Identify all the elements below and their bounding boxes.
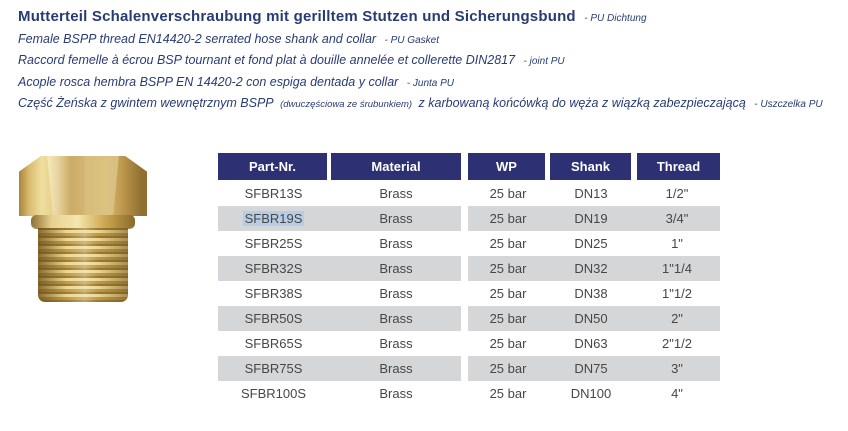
title-text-es: Acople rosca hembra BSPP EN 14420-2 con espiga dentada y collar [18, 74, 399, 89]
table-row [218, 206, 720, 231]
row-block-right [468, 381, 720, 406]
table-cell: DN25 [574, 236, 608, 251]
part-number-cell[interactable] [218, 206, 329, 231]
row-block-right [468, 331, 720, 356]
row-block-left [218, 381, 461, 406]
column-header-part-nr: Part-Nr. [218, 153, 327, 180]
row-block-left [218, 206, 461, 231]
table-cell: Brass [379, 186, 413, 201]
table-body [218, 181, 720, 406]
table-cell: 25 bar [489, 311, 527, 326]
table-cell: Brass [379, 311, 413, 326]
table-cell: 25 bar [489, 286, 527, 301]
product-title-es [18, 72, 838, 94]
table-cell: 2" [671, 311, 683, 326]
title-suffix-fr: - joint PU [523, 56, 565, 67]
row-block-left [218, 256, 461, 281]
table-cell: Brass [379, 286, 413, 301]
table-row [218, 356, 720, 381]
column-header-shank: Shank [550, 153, 631, 180]
column-header-thread: Thread [637, 153, 720, 180]
table-cell: DN38 [574, 286, 608, 301]
product-title-de [18, 7, 838, 29]
table-cell: 3" [671, 361, 683, 376]
title-suffix-es: - Junta PU [406, 77, 455, 89]
table-cell: Brass [379, 236, 413, 251]
row-block-left [218, 281, 461, 306]
row-block-left [218, 356, 461, 381]
row-block-right [468, 206, 720, 231]
product-title-fr [18, 50, 838, 72]
table-cell: Brass [379, 386, 413, 401]
hex-nut-facet [47, 156, 119, 216]
row-block-left [218, 231, 461, 256]
brass-collar [31, 215, 135, 228]
table-row [218, 256, 720, 281]
title-text-en: Female BSPP thread EN14420-2 serrated hose shank and collar [18, 31, 377, 46]
product-description-block [18, 7, 838, 115]
table-cell: DN100 [570, 386, 612, 401]
serrated-hose-shank [38, 228, 128, 302]
table-cell: DN32 [574, 261, 608, 276]
table-cell: 1"1/2 [662, 286, 692, 301]
part-number-cell[interactable]: SFBR100S [240, 386, 307, 401]
title-text-fr: Raccord femelle à écrou BSP tournant et fond plat à douille annelée et collerette DIN2817 [18, 53, 516, 67]
product-title-pl [18, 93, 838, 115]
row-block-right [468, 256, 720, 281]
table-cell: 1" [671, 236, 683, 251]
row-block-right [468, 306, 720, 331]
row-block-left [218, 331, 461, 356]
title-paren-pl: (dwuczęściowa ze śrubunkiem) [280, 99, 413, 110]
table-cell: 1/2" [665, 186, 689, 201]
row-block-right [468, 356, 720, 381]
table-cell: 25 bar [489, 186, 527, 201]
title-text-de: Mutterteil Schalenverschraubung mit gerilltem Stutzen und Sicherungsbund [18, 8, 576, 25]
table-cell: Brass [379, 261, 413, 276]
table-cell: DN50 [574, 311, 608, 326]
table-cell: Brass [379, 361, 413, 376]
part-number-cell[interactable]: SFBR38S [244, 286, 303, 301]
title-suffix-en: - PU Gasket [384, 34, 439, 46]
table-header-row [218, 153, 720, 180]
column-header-wp: WP [468, 153, 545, 180]
selected-part-number[interactable]: SFBR19S [244, 211, 303, 226]
table-row [218, 281, 720, 306]
table-cell: 1"1/4 [662, 261, 692, 276]
row-block-left [218, 181, 461, 206]
table-row [218, 231, 720, 256]
row-block-right [468, 231, 720, 256]
product-photo [18, 156, 148, 304]
table-cell: Brass [379, 211, 413, 226]
table-cell: DN63 [574, 336, 608, 351]
table-cell: DN19 [574, 211, 608, 226]
part-number-cell[interactable]: SFBR50S [244, 311, 303, 326]
table-row [218, 331, 720, 356]
part-number-cell[interactable]: SFBR25S [244, 236, 303, 251]
row-block-right [468, 181, 720, 206]
title-suffix-de: - PU Dichtung [584, 13, 647, 24]
row-block-left [218, 306, 461, 331]
part-number-cell[interactable]: SFBR65S [244, 336, 303, 351]
part-number-cell[interactable]: SFBR32S [244, 261, 303, 276]
table-row [218, 381, 720, 406]
row-block-right [468, 281, 720, 306]
table-cell: 2"1/2 [662, 336, 692, 351]
title-text-pl-2: z karbowaną końcówką do węża z wiązką zabezpieczającą [418, 96, 746, 110]
table-cell: 25 bar [489, 361, 527, 376]
table-cell: 4" [671, 386, 683, 401]
table-cell: 25 bar [489, 236, 527, 251]
table-cell: 25 bar [489, 261, 527, 276]
part-number-cell[interactable]: SFBR13S [244, 186, 303, 201]
table-cell: DN13 [574, 186, 608, 201]
table-cell: 25 bar [489, 336, 527, 351]
table-cell: 3/4" [665, 211, 689, 226]
table-cell: Brass [379, 336, 413, 351]
brass-hex-nut [19, 156, 147, 216]
title-text-pl: Część Żeńska z gwintem wewnętrznym BSPP [18, 96, 274, 110]
table-row [218, 181, 720, 206]
table-cell: 25 bar [489, 386, 527, 401]
table-cell: DN75 [574, 361, 608, 376]
column-header-material: Material [331, 153, 461, 180]
product-title-en [18, 29, 838, 51]
table-cell: 25 bar [489, 211, 527, 226]
title-suffix-pl: - Uszczelka PU [754, 99, 823, 110]
product-spec-table [218, 153, 720, 406]
part-number-cell[interactable]: SFBR75S [244, 361, 303, 376]
table-row [218, 306, 720, 331]
